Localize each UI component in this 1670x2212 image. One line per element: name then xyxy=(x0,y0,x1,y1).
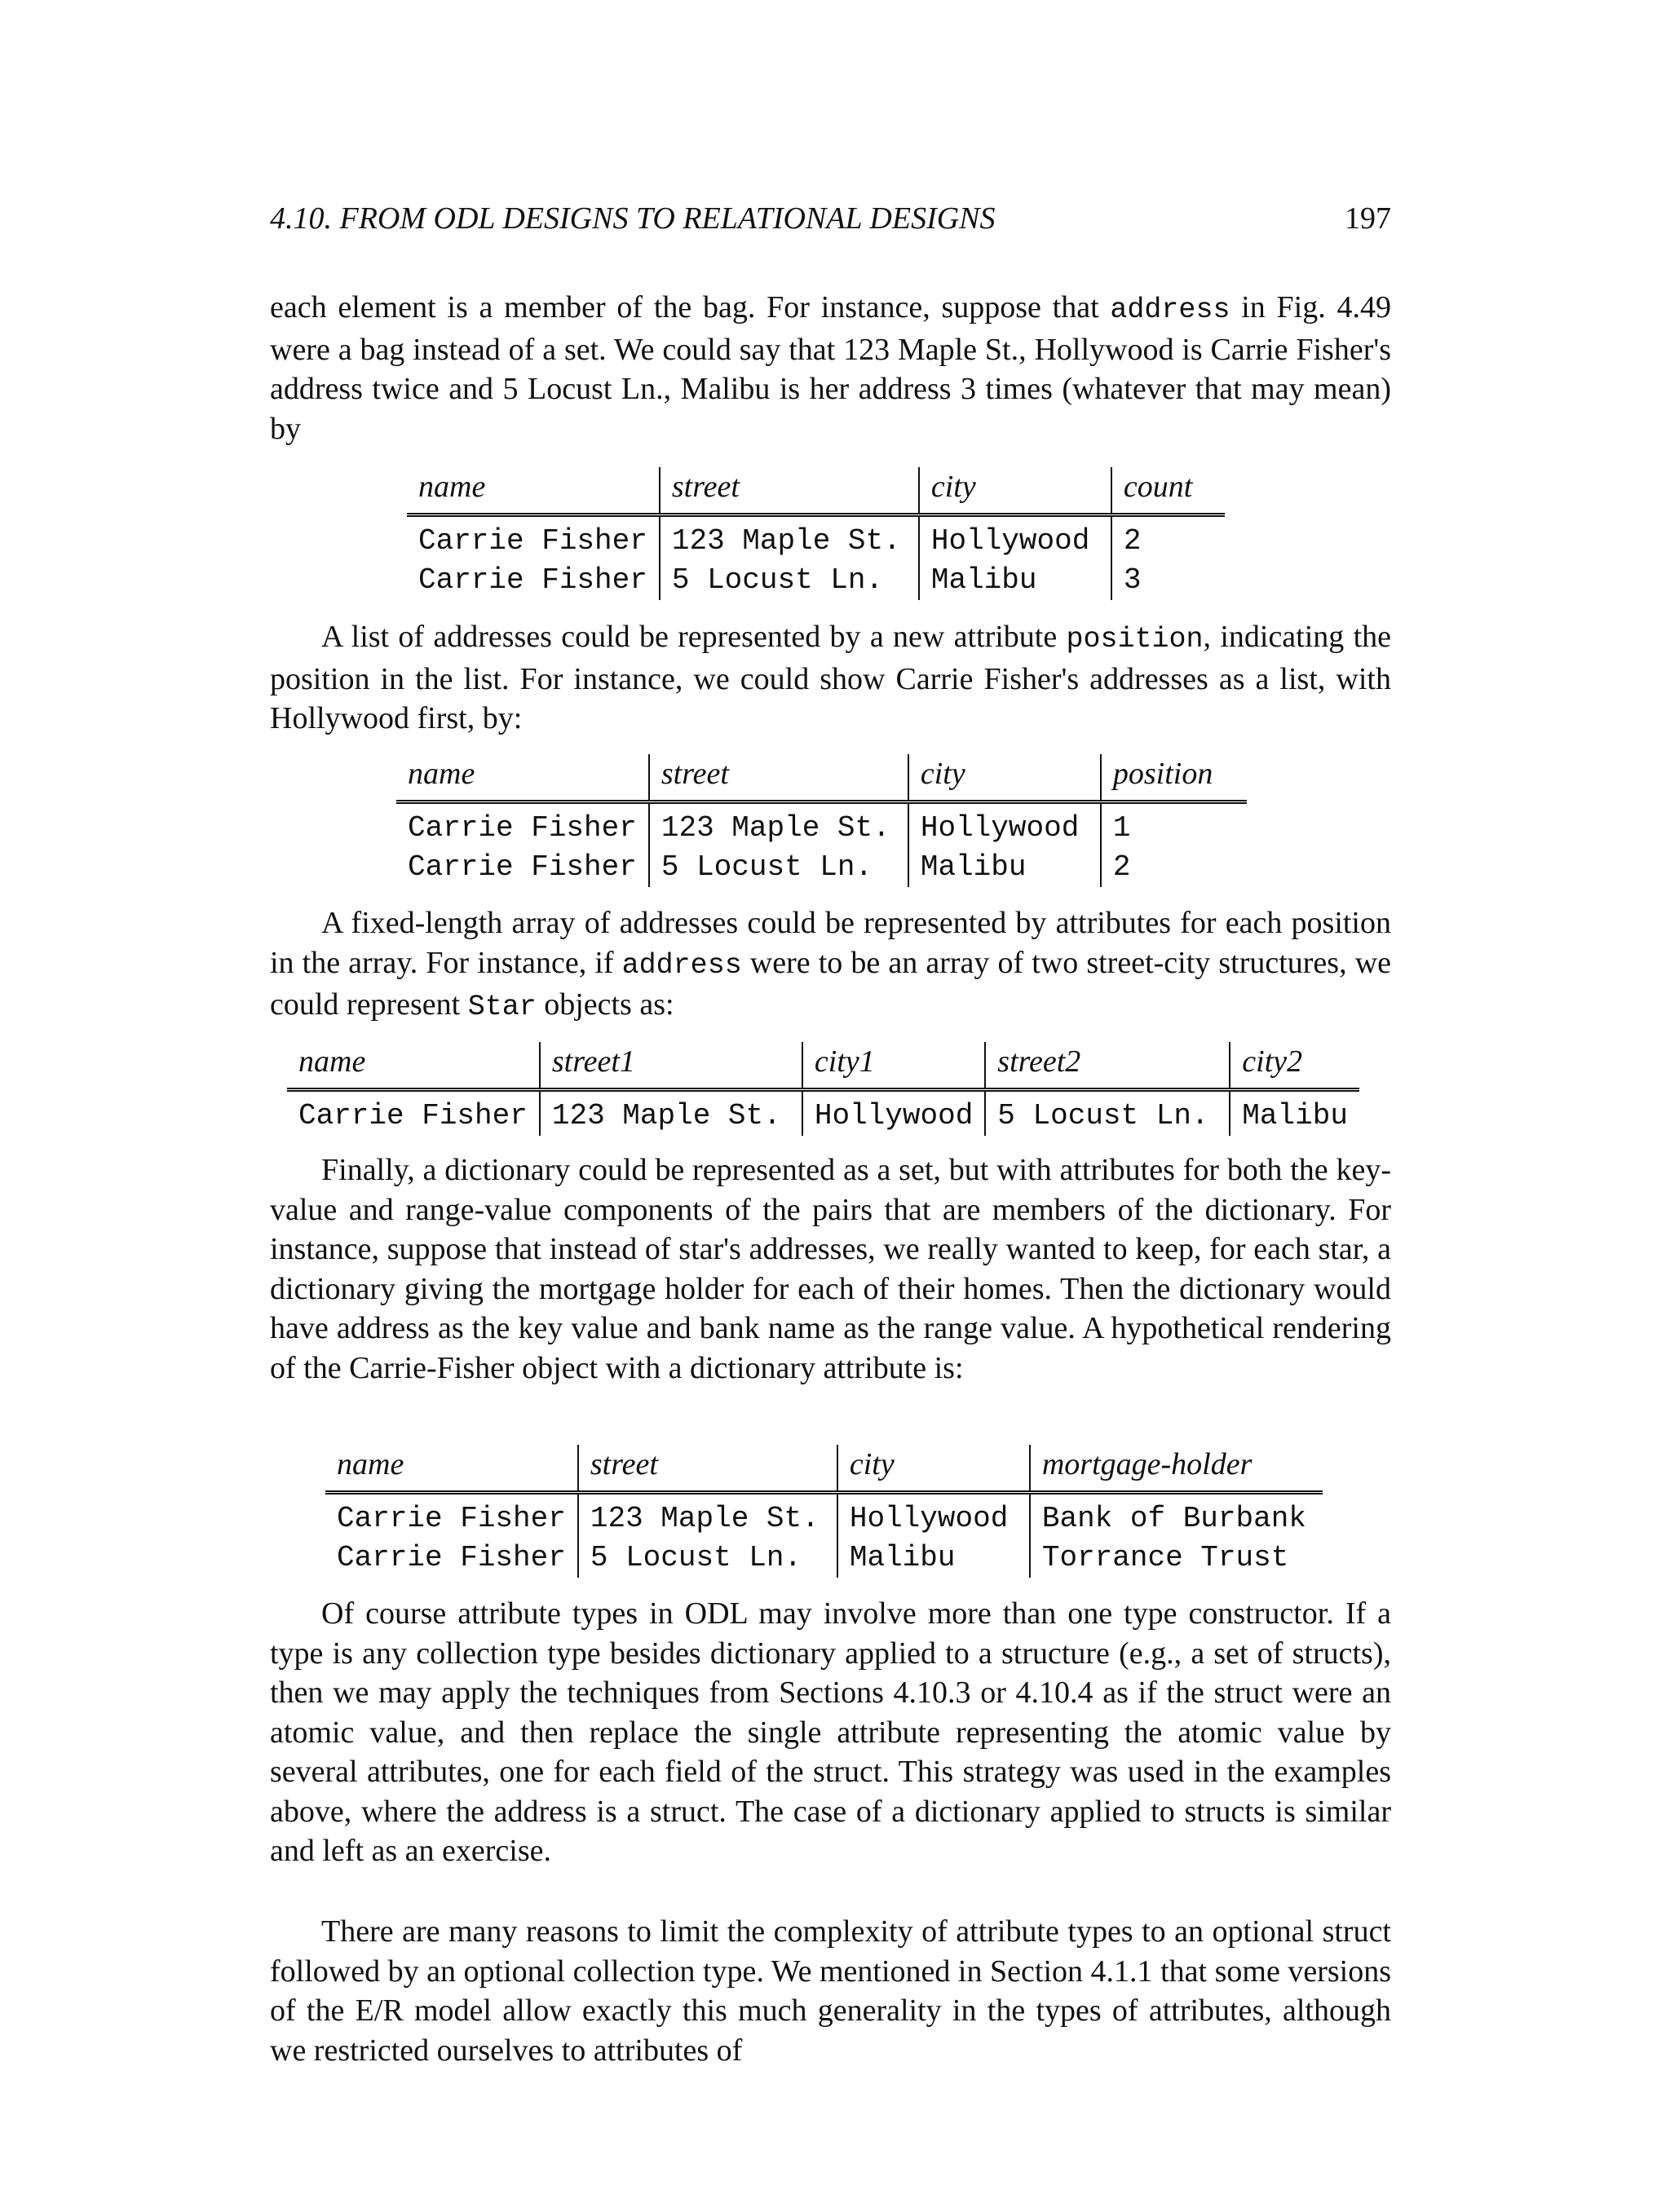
table-bag-count xyxy=(407,467,1225,600)
code-position: position xyxy=(1066,623,1204,656)
col-name: name xyxy=(396,754,649,802)
paragraph-type-constructors: Of course attribute types in ODL may involve more than one type constructor. If a type is any collection type besides dictionary applied to a structure (e.g., a set of structs), then we may apply the techniques from Sections 4.10.3 or 4.10.4 as if the struct were an atomic value, and then replace the single attribute representing the atomic value by several attributes, one for each field of the struct. This strategy was used in the examples above, where the address is a struct. The case of a dictionary applied to structs is similar and left as an exercise. xyxy=(270,1596,1391,1868)
col-street2: street2 xyxy=(985,1042,1230,1090)
table-array xyxy=(287,1042,1359,1136)
col-street: street xyxy=(660,467,919,515)
col-name: name xyxy=(407,467,660,515)
col-street: street xyxy=(578,1445,837,1493)
col-city2: city2 xyxy=(1230,1042,1359,1090)
col-city: city xyxy=(908,754,1101,802)
paragraph-complexity: There are many reasons to limit the complexity of attribute types to an optional struct followed by an optional collection type. We mentioned in Section 4.1.1 that some versions of the E/R model allow exactly this much generality in the types of attributes, although we restricted ourselves to attributes of xyxy=(270,1914,1391,2068)
col-position: position xyxy=(1101,754,1247,802)
page-number: 197 xyxy=(1345,201,1391,236)
col-street1: street1 xyxy=(540,1042,802,1090)
col-city: city xyxy=(919,467,1111,515)
col-count: count xyxy=(1111,467,1225,515)
code-address: address xyxy=(621,948,742,982)
col-name: name xyxy=(325,1445,578,1493)
code-address: address xyxy=(1110,294,1230,326)
col-name: name xyxy=(287,1042,540,1090)
table-row: Carrie Fisher 123 Maple St. Hollywood Bank of Burbank xyxy=(325,1493,1323,1539)
paragraph-list: A list of addresses could be represented by a new attribute position, indicating the position in the list. For instance, we could show Carrie Fisher's addresses as a list, with Hollywood first, by: xyxy=(270,620,1392,735)
table-list-position xyxy=(396,754,1247,887)
table-row: Carrie Fisher 123 Maple St. Hollywood 2 xyxy=(407,515,1225,562)
paragraph-dictionary: Finally, a dictionary could be represented as a set, but with attributes for both the key-value and range-value components of the pairs that are members of the dictionary. For instance, suppose that instead of star's addresses, we really wanted to keep, for each star, a dictionary giving the mortgage holder for each of their homes. Then the dictionary would have address as the key value and bank name as the range value. A hypothetical rendering of the Carrie-Fisher object with a dictionary attribute is: xyxy=(270,1153,1391,1385)
col-city: city xyxy=(837,1445,1030,1493)
table-row: Carrie Fisher 5 Locust Ln. Malibu 3 xyxy=(407,561,1225,600)
table-row: Carrie Fisher 123 Maple St. Hollywood 5 Locust Ln. Malibu xyxy=(287,1090,1359,1137)
table-row: Carrie Fisher 123 Maple St. Hollywood 1 xyxy=(396,802,1247,849)
col-city1: city1 xyxy=(802,1042,985,1090)
table-row: Carrie Fisher 5 Locust Ln. Malibu Torrance Trust xyxy=(325,1539,1323,1578)
table-row: Carrie Fisher 5 Locust Ln. Malibu 2 xyxy=(396,848,1247,887)
code-star: Star xyxy=(467,991,537,1023)
col-street: street xyxy=(649,754,908,802)
section-title: 4.10. FROM ODL DESIGNS TO RELATIONAL DESIGNS xyxy=(270,201,996,236)
paragraph-bag: each element is a member of the bag. For instance, suppose that address in Fig. 4.49 were a bag instead of a set. We could say that 123 Maple St., Hollywood is Carrie Fisher's address twice and 5 Locust Ln., Malibu is her address 3 times (whatever that may mean) by xyxy=(270,290,1391,446)
col-mortgage-holder: mortgage-holder xyxy=(1030,1445,1323,1493)
running-header xyxy=(270,201,1391,241)
paragraph-array: A fixed-length array of addresses could be represented by attributes for each position in the array. For instance, if address were to be an array of two street-city structures, we could represent Star objects as: xyxy=(270,906,1391,1023)
table-dictionary xyxy=(325,1445,1323,1578)
